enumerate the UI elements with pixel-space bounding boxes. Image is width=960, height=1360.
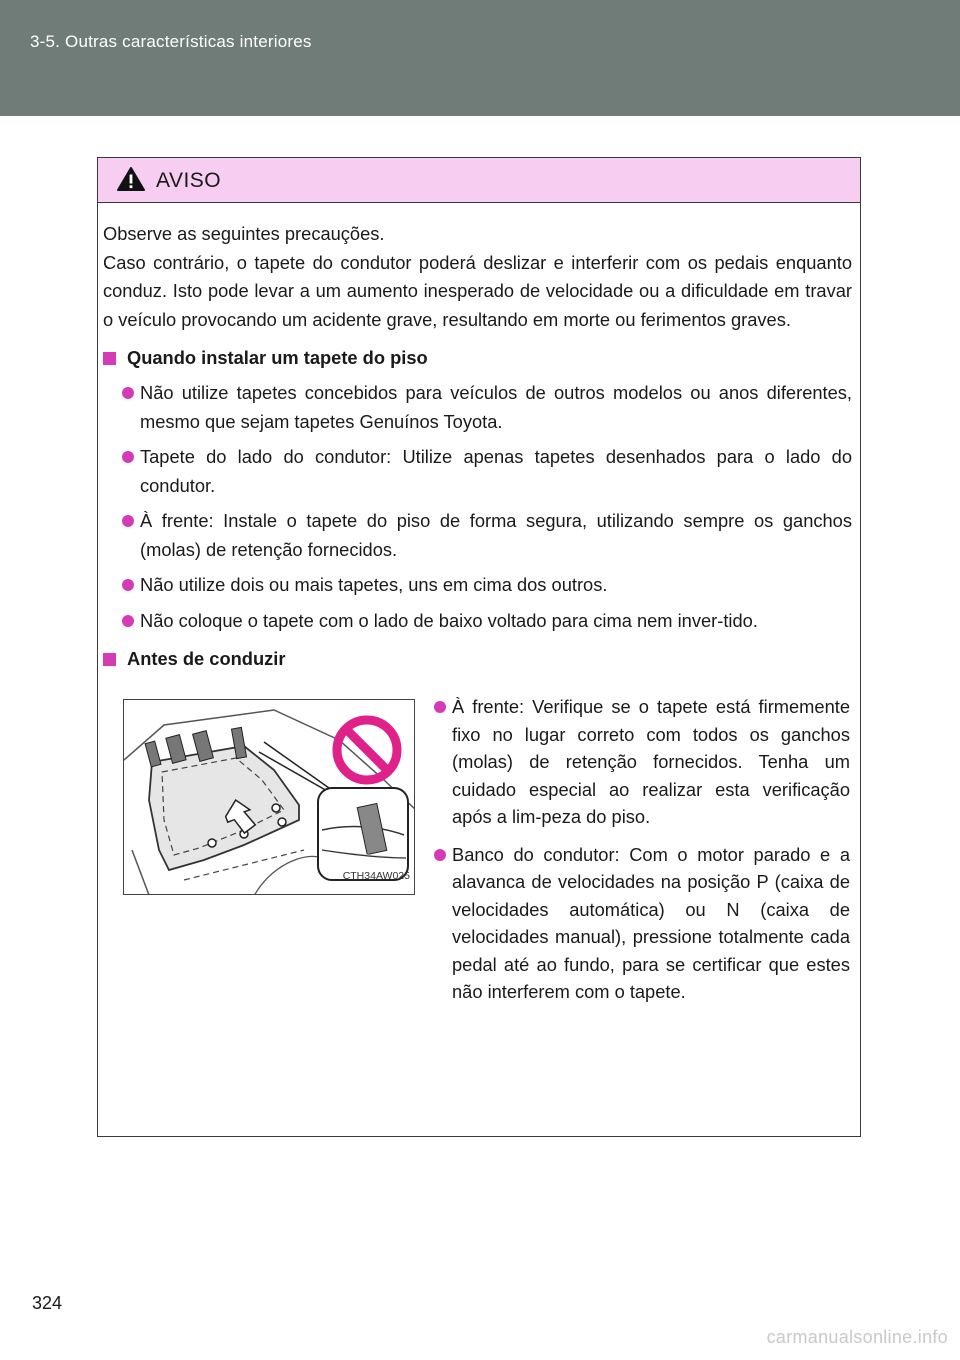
heading-text: Quando instalar um tapete do piso [127,347,428,368]
warning-box [97,157,861,1137]
watermark: carmanualsonline.info [766,1327,948,1347]
floor-mat-illustration [123,699,415,895]
page-number: 324 [32,1293,63,1313]
list-item [103,571,852,600]
round-bullet-icon [434,701,446,713]
list-item-text: Não coloque o tapete com o lado de baixo voltado para cima nem inver-tido. [140,609,758,631]
list-item-text: À frente: Instale o tapete do piso de forma segura, utilizando sempre os ganchos (molas) de retenção fornecidos. [140,510,852,560]
warning-triangle-icon [116,166,146,192]
warning-header [98,158,860,203]
round-bullet-icon [122,387,134,399]
intro-paragraph: Caso contrário, o tapete do condutor poderá deslizar e interferir com os pedais enquanto conduz. Isto pode levar a um aumento inesperado de velocidade ou a dificuldade em travar o veículo provocando um acidente grave, resultando em morte ou ferimentos graves. [103,251,852,330]
before-driving-content [103,683,852,1053]
list-item [103,443,852,500]
square-bullet-icon [103,653,116,666]
header-band [0,0,960,116]
list-item-text: Não utilize tapetes concebidos para veículos de outros modelos ou anos diferentes, mesmo que sejam tapetes Genuínos Toyota. [140,382,852,432]
figure-code: CTH34AW025 [342,869,410,882]
list-item-text: Tapete do lado do condutor: Utilize apenas tapetes desenhados para o lado do condutor. [140,446,852,496]
list-item [103,379,852,436]
round-bullet-icon [122,451,134,463]
square-bullet-icon [103,352,116,365]
before-driving-list [424,693,850,1016]
list-item [424,841,850,1006]
heading-text: Antes de conduzir [127,648,286,669]
section-title: 3-5. Outras características interiores [30,32,312,51]
intro-line: Observe as seguintes precauções. [103,223,385,244]
list-item-text: Não utilize dois ou mais tapetes, uns em cima dos outros. [140,574,608,595]
section-heading-install [103,344,852,372]
list-item-text: À frente: Verifique se o tapete está firmemente fixo no lugar correto com todos os ganchos (molas) de retenção fornecidos. Tenha um cuidado especial ao realizar esta verificação após a lim-peza do piso. [452,696,850,827]
round-bullet-icon [122,615,134,627]
warning-title: AVISO [156,169,222,192]
round-bullet-icon [122,579,134,591]
round-bullet-icon [434,849,446,861]
warning-body [103,220,852,1053]
list-item [424,693,850,831]
list-item [103,507,852,564]
list-item-text: Banco do condutor: Com o motor parado e a alavanca de velocidades na posição P (caixa de velocidades automática) ou N (caixa de velocidades manual), pressione totalmente cada pedal até ao fundo, para se certificar que estes não interferem com o tapete. [452,843,850,1002]
round-bullet-icon [122,515,134,527]
section-heading-before-driving [103,645,852,673]
list-item [103,607,852,636]
